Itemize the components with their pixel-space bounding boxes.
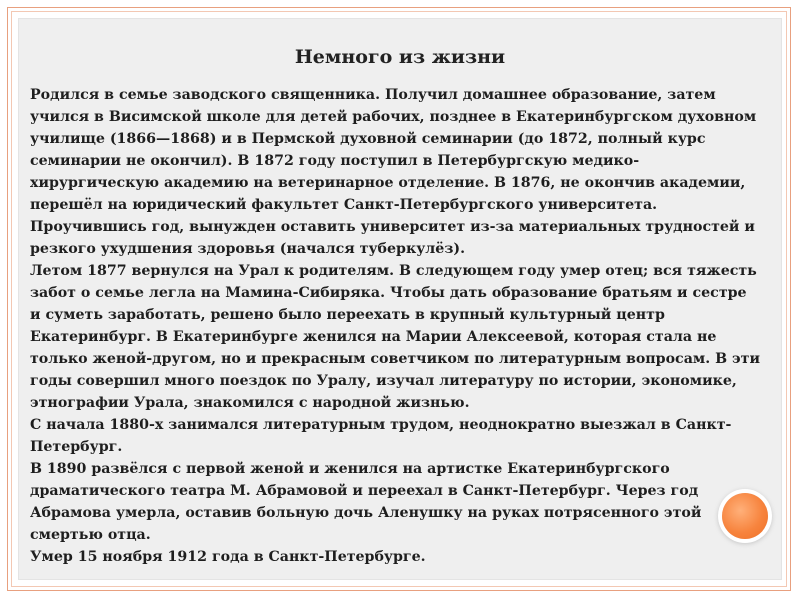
paragraph-second-marriage: В 1890 развёлся с первой женой и женился на артистке Екатеринбургского драматического театра М. Абрамовой и переехал в Санкт-Петербург. Через год Абрамова умерла, оставив больную дочь Аленушку на руках потрясенного этой смертью отца. [30,461,702,543]
slide-title: Немного из жизни [294,46,506,68]
decorative-orange-circle [722,493,768,539]
paragraph-literary-work: С начала 1880-х занимался литературным трудом, неоднократно выезжал в Санкт-Петербург. [30,417,732,455]
slide-body-text [30,84,760,568]
paragraph-death: Умер 15 ноября 1912 года в Санкт-Петербурге. [30,549,426,565]
paragraph-return-ural: Летом 1877 вернулся на Урал к родителям. В следующем году умер отец; вся тяжесть забот о семье легла на Мамина-Сибиряка. Чтобы дать образование братьям и сестре и суметь заработать, решено было переехать в крупный культурный центр Екатеринбург. В Екатеринбурге женился на Марии Алексеевой, которая стала не только женой-другом, но и прекрасным советчиком по литературным вопросам. В эти годы совершил много поездок по Уралу, изучал литературу по истории, экономике, этнографии Урала, знакомился с народной жизнью. [30,263,760,411]
paragraph-childhood-education: Родился в семье заводского священника. Получил домашнее образование, затем учился в Висимской школе для детей рабочих, позднее в Екатеринбургском духовном училище (1866—1868) и в Пермской духовной семинарии (до 1872, полный курс семинарии не окончил). В 1872 году поступил в Петербургскую медико-хирургическую академию на ветеринарное отделение. В 1876, не окончив академии, перешёл на юридический факультет Санкт-Петербургского университета. Проучившись год, вынужден оставить университет из-за материальных трудностей и резкого ухудшения здоровья (начался туберкулёз). [30,87,757,257]
